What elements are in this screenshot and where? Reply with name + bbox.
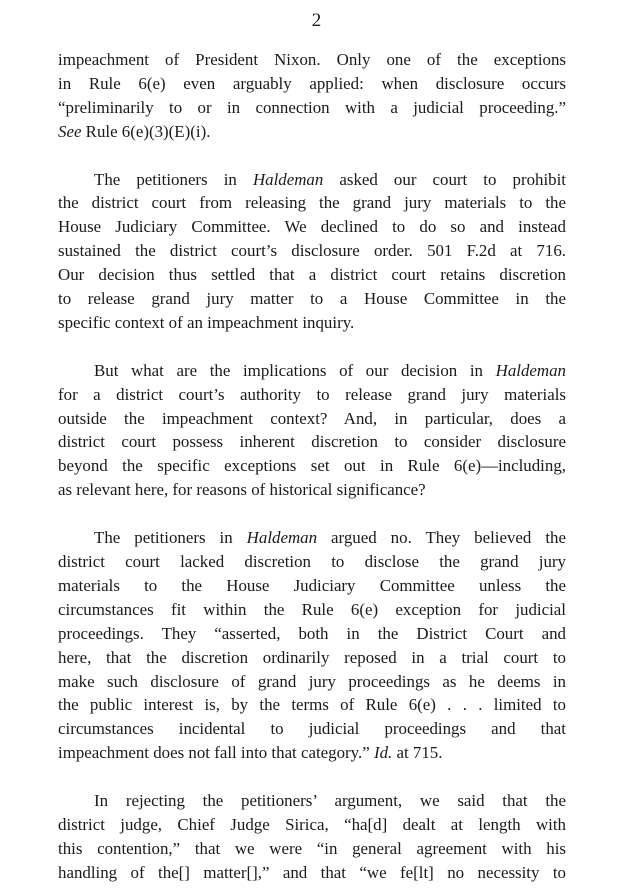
text-line: to release grand jury matter to a House Committee in the [58, 289, 566, 309]
italic-citation: See [58, 121, 82, 141]
paragraph [58, 168, 566, 335]
text-line: circumstances fit within the Rule 6(e) exception for judicial [58, 599, 566, 619]
paragraph-gap [58, 502, 566, 526]
text-line: specific context of an impeachment inquiry. [58, 312, 355, 332]
paragraph-gap [58, 765, 566, 789]
paragraph [58, 48, 566, 144]
italic-citation: Haldeman [495, 360, 566, 380]
text-line: impeachment does not fall into that category.” Id. at 715. [58, 743, 443, 763]
text-line: Our decision thus settled that a district court retains discretion [58, 265, 566, 285]
text-line: In rejecting the petitioners’ argument, we said that the [94, 791, 566, 811]
paragraph [58, 789, 566, 885]
text-line: But what are the implications of our decision in Haldeman [94, 360, 566, 380]
text-line: sustained the district court’s disclosure order. 501 F.2d at 716. [58, 241, 566, 261]
text-line: handling of the[] matter[],” and that “we fe[lt] no necessity to [58, 862, 566, 882]
text-line: circumstances incidental to judicial proceedings and that [58, 719, 566, 739]
text-line: district judge, Chief Judge Sirica, “ha[d] dealt at length with [58, 814, 566, 834]
text-line: as relevant here, for reasons of historical significance? [58, 480, 426, 500]
text-line: The petitioners in Haldeman argued no. They believed the [94, 528, 566, 548]
text-line: make such disclosure of grand jury proceedings as he deems in [58, 671, 566, 691]
text-line: in Rule 6(e) even arguably applied: when disclosure occurs [58, 73, 566, 93]
text-line: beyond the specific exceptions set out in Rule 6(e)—including, [58, 456, 566, 476]
text-line: See Rule 6(e)(3)(E)(i). [58, 121, 211, 141]
text-line: here, that the discretion ordinarily reposed in a trial court to [58, 647, 566, 667]
text-line: this contention,” that we were “in general agreement with his [58, 838, 566, 858]
italic-citation: Haldeman [246, 528, 318, 548]
paragraph [58, 359, 566, 502]
text-line: proceedings. They “asserted, both in the District Court and [58, 623, 566, 643]
italic-citation: Haldeman [252, 169, 324, 189]
text-line: “preliminarily to or in connection with a judicial proceeding.” [58, 97, 566, 117]
opinion-body-text [58, 48, 566, 885]
text-line: the public interest is, by the terms of Rule 6(e) . . . limited to [58, 695, 566, 715]
text-line: for a district court’s authority to release grand jury materials [58, 384, 566, 404]
paragraph [58, 526, 566, 765]
text-line: the district court from releasing the grand jury materials to the [58, 193, 566, 213]
text-line: House Judiciary Committee. We declined to do so and instead [58, 217, 566, 237]
paragraph-gap [58, 144, 566, 168]
text-line: district court possess inherent discretion to consider disclosure [58, 432, 566, 452]
text-line: district court lacked discretion to disclose the grand jury [58, 551, 566, 571]
page-number: 2 [311, 10, 322, 31]
text-line: The petitioners in Haldeman asked our court to prohibit [94, 169, 566, 189]
italic-citation: Id. [373, 743, 393, 763]
paragraph-gap [58, 335, 566, 359]
text-line: impeachment of President Nixon. Only one of the exceptions [58, 50, 566, 69]
text-line: materials to the House Judiciary Committee unless the [58, 575, 566, 595]
text-line: outside the impeachment context? And, in particular, does a [58, 408, 566, 428]
